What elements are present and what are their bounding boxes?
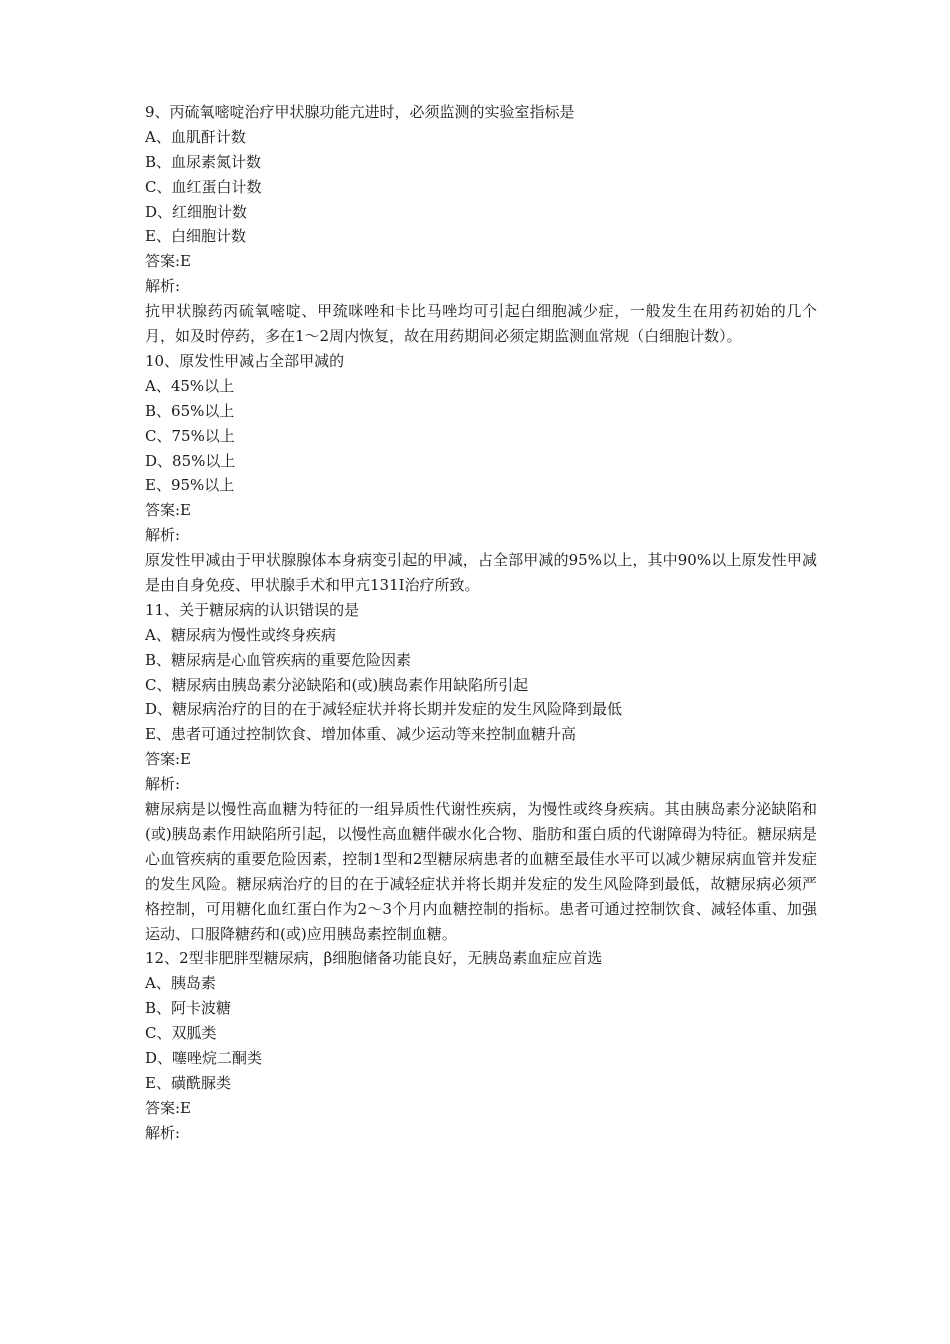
answer-line: 答案:E <box>145 252 192 271</box>
analysis-label: 解析: <box>145 526 181 545</box>
option-e: E、患者可通过控制饮食、增加体重、减少运动等来控制血糖升高 <box>145 725 576 744</box>
option-d: D、糖尿病治疗的目的在于减轻症状并将长期并发症的发生风险降到最低 <box>145 700 623 719</box>
option-c: C、血红蛋白计数 <box>145 177 262 196</box>
analysis-text: 原发性甲减由于甲状腺腺体本身病变引起的甲减，占全部甲减的95%以上，其中90%以上原发性甲减是由自身免疫、甲状腺手术和甲亢131I治疗所致。 <box>145 551 817 594</box>
option-d: D、噻唑烷二酮类 <box>145 1049 263 1067</box>
question-text: 12、2型非肥胖型糖尿病，β细胞储备功能良好，无胰岛素血症应首选 <box>145 949 603 968</box>
option-c: C、糖尿病由胰岛素分泌缺陷和(或)胰岛素作用缺陷所引起 <box>145 675 529 694</box>
answer-line: 答案:E <box>145 501 192 520</box>
option-a: A、糖尿病为慢性或终身疾病 <box>145 625 336 644</box>
analysis-label: 解析: <box>145 1123 181 1142</box>
option-d: D、红细胞计数 <box>145 202 248 221</box>
option-b: B、阿卡波糖 <box>145 999 232 1018</box>
option-b: B、糖尿病是心血管疾病的重要危险因素 <box>145 650 412 669</box>
question-text: 9、丙硫氧嘧啶治疗甲状腺功能亢进时，必须监测的实验室指标是 <box>145 103 575 121</box>
answer-line: 答案:E <box>145 750 192 769</box>
option-b: B、65%以上 <box>145 401 235 420</box>
option-a: A、血肌酐计数 <box>145 127 246 146</box>
option-c: C、双胍类 <box>145 1024 217 1043</box>
option-b: B、血尿素氮计数 <box>145 152 262 171</box>
question-text: 10、原发性甲减占全部甲减的 <box>145 351 345 370</box>
analysis-text: 糖尿病是以慢性高血糖为特征的一组异质性代谢性疾病，为慢性或终身疾病。其由胰岛素分泌缺陷和(或)胰岛素作用缺陷所引起，以慢性高血糖伴碳水化合物、脂肪和蛋白质的代谢障碍为特征。糖尿病是心血管疾病的重要危险因素，控制1型和2型糖尿病患者的血糖至最佳水平可以减少糖尿病血管并发症的发生风险。糖尿病治疗的目的在于减轻症状并将长期并发症的发生风险降到最低，故糖尿病必须严格控制，可用糖化血红蛋白作为2～3个月内血糖控制的指标。患者可通过控制饮食、减轻体重、加强运动、口服降糖药和(或)应用胰岛素控制血糖。 <box>145 800 817 943</box>
answer-line: 答案:E <box>145 1098 192 1117</box>
option-e: E、白细胞计数 <box>145 227 246 246</box>
question-text: 11、关于糖尿病的认识错误的是 <box>145 600 360 619</box>
option-a: A、45%以上 <box>145 376 235 395</box>
analysis-label: 解析: <box>145 775 181 794</box>
option-a: A、胰岛素 <box>145 974 216 993</box>
option-d: D、85%以上 <box>145 451 236 470</box>
option-e: E、磺酰脲类 <box>145 1073 231 1092</box>
analysis-label: 解析: <box>145 277 181 296</box>
analysis-text: 抗甲状腺药丙硫氧嘧啶、甲巯咪唑和卡比马唑均可引起白细胞减少症，一般发生在用药初始的几个月，如及时停药，多在1～2周内恢复，故在用药期间必须定期监测血常规（白细胞计数）。 <box>145 302 817 346</box>
document-content <box>145 100 817 1146</box>
option-e: E、95%以上 <box>145 476 235 495</box>
option-c: C、75%以上 <box>145 426 235 445</box>
